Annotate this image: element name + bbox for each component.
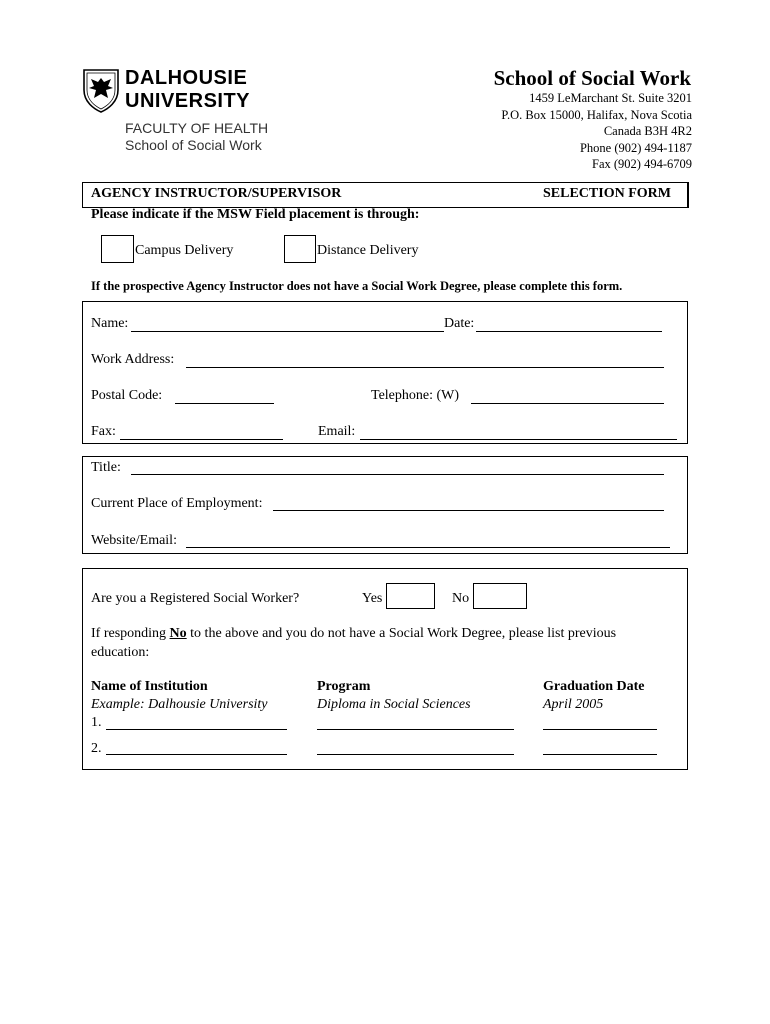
no-label: No <box>452 591 470 606</box>
fax-input-line[interactable] <box>120 439 283 440</box>
address-line: Canada B3H 4R2 <box>603 124 692 138</box>
col-institution-header: Name of Institution <box>91 679 208 694</box>
postal-code-input-line[interactable] <box>175 403 274 404</box>
telephone-label: Telephone: (W) <box>371 388 460 403</box>
row-1-program-input[interactable] <box>317 729 514 730</box>
campus-delivery-checkbox[interactable] <box>101 235 134 263</box>
example-program: Diploma in Social Sciences <box>317 697 471 712</box>
date-label: Date: <box>444 316 475 331</box>
website-label: Website/Email: <box>91 533 177 548</box>
education-note-emphasis: No <box>169 626 187 641</box>
distance-delivery-label: Distance Delivery <box>317 243 419 258</box>
name-label: Name: <box>91 316 129 331</box>
email-label: Email: <box>318 424 356 439</box>
placement-question: Please indicate if the MSW Field placement is through: <box>91 207 420 222</box>
telephone-input-line[interactable] <box>471 403 664 404</box>
row-2-grad-input[interactable] <box>543 754 657 755</box>
postal-code-label: Postal Code: <box>91 388 163 403</box>
address-line: P.O. Box 15000, Halifax, Nova Scotia <box>501 107 692 122</box>
education-note-line2: education: <box>91 645 150 660</box>
education-note-text: to the above and you do not have a Social Work Degree, please list previous <box>186 626 617 641</box>
work-address-input-line[interactable] <box>186 367 664 368</box>
campus-delivery-label: Campus Delivery <box>135 243 234 258</box>
contact-section <box>82 301 688 444</box>
address-line: 1459 LeMarchant St. Suite 3201 <box>529 91 692 105</box>
form-title-right: SELECTION FORM <box>543 186 671 201</box>
page-title: School of Social Work <box>493 66 691 90</box>
employer-label: Current Place of Employment: <box>91 496 263 511</box>
job-title-label: Title: <box>91 460 121 475</box>
row-2-program-input[interactable] <box>317 754 514 755</box>
email-input-line[interactable] <box>360 439 677 440</box>
row-1-institution-input[interactable] <box>106 729 287 730</box>
job-title-input-line[interactable] <box>131 474 664 475</box>
form-instruction: If the prospective Agency Instructor does not have a Social Work Degree, please complete this form. <box>91 279 623 293</box>
yes-label: Yes <box>362 591 383 606</box>
school-address <box>501 90 692 173</box>
example-institution: Example: Dalhousie University <box>91 697 268 712</box>
website-input-line[interactable] <box>186 547 670 548</box>
fax-label: Fax: <box>91 424 116 439</box>
yes-checkbox[interactable] <box>386 583 435 609</box>
row-1-grad-input[interactable] <box>543 729 657 730</box>
logo-faculty: FACULTY OF HEALTH <box>125 120 269 136</box>
distance-delivery-checkbox[interactable] <box>284 235 316 263</box>
fax-line: Fax (902) 494-6709 <box>592 157 692 171</box>
row-2-number: 2. <box>91 741 102 756</box>
col-program-header: Program <box>317 679 371 694</box>
logo-school: School of Social Work <box>125 137 262 153</box>
logo-name-line2: UNIVERSITY <box>125 90 251 112</box>
no-checkbox[interactable] <box>473 583 527 609</box>
work-address-label: Work Address: <box>91 352 175 367</box>
example-grad: April 2005 <box>543 697 604 712</box>
row-1-number: 1. <box>91 715 102 730</box>
employer-input-line[interactable] <box>273 510 664 511</box>
form-title-left: AGENCY INSTRUCTOR/SUPERVISOR <box>91 186 342 201</box>
education-note <box>91 626 616 642</box>
logo-name-line1: DALHOUSIE <box>125 67 248 89</box>
col-grad-header: Graduation Date <box>543 679 645 694</box>
registered-question: Are you a Registered Social Worker? <box>91 591 300 606</box>
name-input-line[interactable] <box>131 331 444 332</box>
education-note-text: If responding <box>91 626 170 641</box>
crest-icon <box>82 68 120 114</box>
date-input-line[interactable] <box>476 331 662 332</box>
phone-line: Phone (902) 494-1187 <box>579 140 692 155</box>
row-2-institution-input[interactable] <box>106 754 287 755</box>
